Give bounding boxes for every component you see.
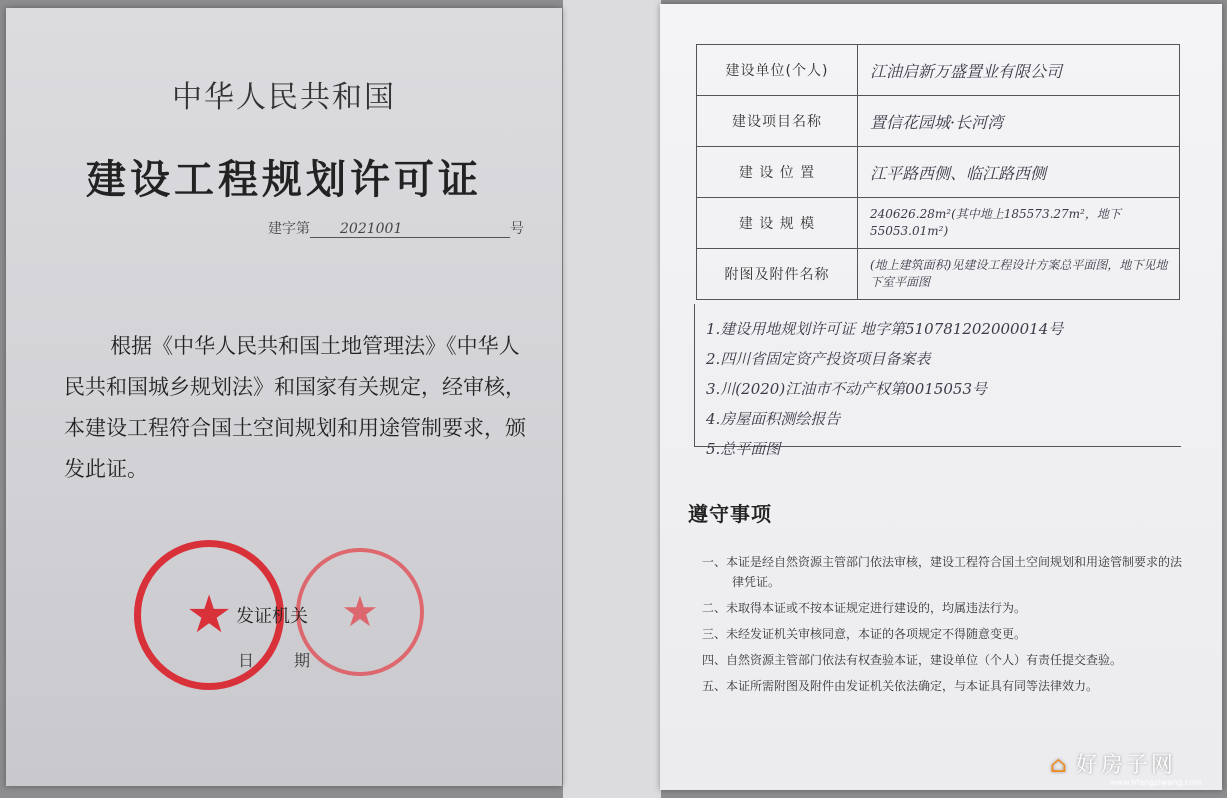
list-item: 1.建设用地规划许可证 地字第510781202000014号 [706, 320, 1064, 338]
rule-item: 五、本证所需附图及附件由发证机关依法确定，与本证具有同等法律效力。 [702, 679, 1099, 693]
table-row [697, 147, 1180, 198]
list-item: 5.总平面图 [706, 440, 781, 458]
row-value: 江油启新万盛置业有限公司 [858, 45, 1180, 96]
date-label-day: 日 [238, 651, 255, 670]
seal-star-icon: ★ [185, 585, 233, 645]
rules-list [702, 552, 1192, 702]
permit-right-page [660, 4, 1222, 790]
row-label: 建 设 位 置 [697, 147, 858, 198]
permit-number-line [268, 218, 524, 238]
rules-title: 遵守事项 [688, 502, 772, 526]
table-row [697, 198, 1180, 249]
seal-star-icon: ★ [341, 587, 379, 636]
row-value: 江平路西侧、临江路西侧 [858, 147, 1180, 198]
row-value: 240626.28m²(其中地上185573.27m²，地下55053.01m²) [858, 198, 1180, 249]
issuer-label: 发证机关 [236, 606, 308, 627]
watermark-url: www.hfangziwang.com [1110, 778, 1203, 787]
list-item: 3.川(2020)江油市不动产权第0015053号 [706, 380, 987, 398]
attachments-list [706, 314, 1176, 464]
country-name: 中华人民共和国 [172, 80, 396, 115]
table-row [697, 249, 1180, 300]
row-label: 建设单位(个人) [697, 45, 858, 96]
table-row [697, 45, 1180, 96]
official-seal-secondary [296, 548, 424, 676]
row-label: 建 设 规 模 [697, 198, 858, 249]
date-label-period: 期 [294, 651, 311, 670]
list-item: 2.四川省固定资产投资项目备案表 [706, 350, 931, 368]
row-value: (地上建筑面积)见建设工程设计方案总平面图，地下见地下室平面图 [858, 249, 1180, 300]
book-gutter [563, 0, 661, 798]
row-label: 附图及附件名称 [697, 249, 858, 300]
rule-item: 二、未取得本证或不按本证规定进行建设的，均属违法行为。 [702, 601, 1027, 615]
row-label: 建设项目名称 [697, 96, 858, 147]
document-title: 建设工程规划许可证 [86, 157, 482, 203]
rule-item: 三、未经发证机关审核同意，本证的各项规定不得随意变更。 [702, 627, 1027, 641]
project-info-table [696, 44, 1180, 300]
permit-number: 2021001 [310, 221, 510, 238]
permit-prefix: 建字第 [268, 221, 310, 237]
permit-suffix: 号 [510, 221, 524, 237]
house-icon: ⌂ [1050, 753, 1070, 778]
list-item: 4.房屋面积测绘报告 [706, 410, 841, 428]
row-value: 置信花园城·长河湾 [858, 96, 1180, 147]
table-row [697, 96, 1180, 147]
watermark-text: 好房子网 [1075, 753, 1176, 778]
rule-item: 四、自然资源主管部门依法有权查验本证，建设单位（个人）有责任提交查验。 [702, 653, 1123, 667]
permit-left-page [6, 8, 562, 786]
site-watermark [1050, 748, 1176, 779]
date-label [238, 648, 310, 671]
rule-item: 一、本证是经自然资源主管部门依法审核，建设工程符合国土空间规划和用途管制要求的法律凭证。 [702, 555, 1183, 589]
legal-basis-text: 根据《中华人民共和国土地管理法》《中华人民共和国城乡规划法》和国家有关规定，经审核，本建设工程符合国土空间规划和用途管制要求，颁发此证。 [64, 334, 526, 481]
